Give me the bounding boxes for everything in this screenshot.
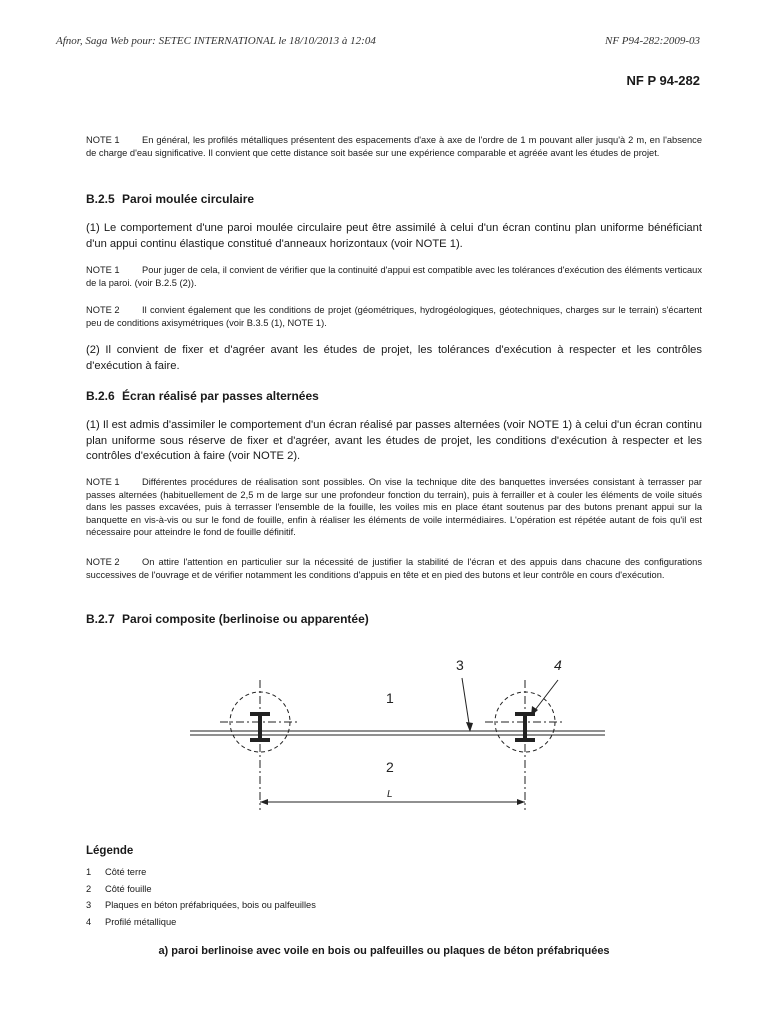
b26-note-1 bbox=[86, 476, 702, 539]
dimension-arrow-right bbox=[517, 799, 525, 805]
legend-title: Légende bbox=[86, 845, 134, 857]
b26-note-2 bbox=[86, 556, 702, 581]
section-number: B.2.5 bbox=[86, 192, 115, 206]
leader-line-3 bbox=[462, 678, 470, 730]
b25-note-1 bbox=[86, 264, 702, 289]
legend-item: 3 Plaques en béton préfabriquées, bois ou palfeuilles bbox=[86, 900, 316, 910]
figure-label-1: 1 bbox=[386, 690, 394, 706]
b25-paragraph-1: (1) Le comportement d'une paroi moulée circulaire peut être assimilé à celui d'un écran continu plan uniforme bénéficiant d'un appui continu élastique constitué d'anneaux horizontaux (voir NOTE 1). bbox=[86, 222, 702, 250]
figure-label-4: 4 bbox=[554, 657, 562, 673]
note-top bbox=[86, 134, 702, 159]
section-title: Écran réalisé par passes alternées bbox=[122, 389, 319, 403]
section-number: B.2.6 bbox=[86, 389, 115, 403]
section-number: B.2.7 bbox=[86, 612, 115, 626]
note-label: NOTE 1 bbox=[86, 477, 120, 487]
note-text: Différentes procédures de réalisation sont possibles. On vise la technique dite des banquettes inversées consistant à terrasser par passes alternées (habituellement de 2,5 m de large sur une profondeur fonction du terrain), puis à ferrailler et à couler les éléments de voile situés dans les passes excavées, puis à terrasser l'ensemble de la fouille, les voiles mis en place étant soutenus par des butons prenant appui sur la banquette en vis-à-vis ou sur le fond de fouille, enfin à réaliser les éléments de voile intermédiaires. L'opération est répétée autant de fois qu'il est nécessaire pour atteindre le fond de fouille définitif. bbox=[86, 477, 702, 538]
section-title: Paroi moulée circulaire bbox=[122, 192, 255, 206]
profile-web-right bbox=[523, 712, 527, 742]
figure-label-2: 2 bbox=[386, 759, 394, 775]
section-heading-b25 bbox=[86, 192, 702, 206]
note-text: En général, les profilés métalliques présentent des espacements d'axe à axe de l'ordre de 1 m pouvant aller jusqu'à 2 m, en l'absence de charge d'eau significative. Il convient que cette distance soit basée sur une expérience comparable et agréée avant les études de projet. bbox=[86, 135, 702, 158]
note-label: NOTE 1 bbox=[86, 135, 120, 145]
note-label: NOTE 2 bbox=[86, 557, 120, 567]
section-heading-b27 bbox=[86, 612, 702, 626]
header-right: NF P94-282:2009-03 bbox=[604, 35, 700, 47]
note-text: Il convient également que les conditions de projet (géométriques, hydrogéologiques, géotechniques, charges sur le terrain) s'écartent peu de conditions axisymétriques (voir B.3.5 (1), NOTE 1). bbox=[86, 305, 702, 328]
note-text: Pour juger de cela, il convient de vérifier que la continuité d'appui est compatible avec les tolérances d'exécution des éléments verticaux de la paroi. (voir B.2.5 (2)). bbox=[86, 265, 702, 288]
figure-dimension-label: L bbox=[387, 789, 393, 800]
figure-label-3: 3 bbox=[456, 657, 464, 673]
b25-note-2 bbox=[86, 304, 702, 329]
document-number: NF P 94-282 bbox=[626, 73, 700, 88]
profile-web-left bbox=[258, 712, 262, 742]
section-title: Paroi composite (berlinoise ou apparentée) bbox=[122, 612, 369, 626]
legend-item: 2 Côté fouille bbox=[86, 884, 152, 894]
legend-item: 4 Profilé métallique bbox=[86, 917, 177, 927]
figure-caption: a) paroi berlinoise avec voile en bois ou palfeuilles ou plaques de béton préfabriquées bbox=[158, 945, 610, 957]
legend-item: 1 Côté terre bbox=[86, 867, 147, 877]
dimension-arrow-left bbox=[260, 799, 268, 805]
berlinoise-diagram bbox=[180, 650, 610, 815]
note-label: NOTE 2 bbox=[86, 305, 120, 315]
note-label: NOTE 1 bbox=[86, 265, 120, 275]
section-heading-b26 bbox=[86, 389, 702, 403]
note-text: On attire l'attention en particulier sur la nécessité de justifier la stabilité de l'écran et des appuis dans chacune des configurations successives de l'ouvrage et de vérifier notamment les conditions d'appuis en tête et en pied des butons et leur contrôle en cours d'exécution. bbox=[86, 557, 702, 580]
b25-paragraph-2: (2) Il convient de fixer et d'agréer avant les études de projet, les tolérances d'exécution à respecter et les contrôles d'exécution à faire. bbox=[86, 344, 702, 372]
header-left: Afnor, Saga Web pour: SETEC INTERNATIONAL le 18/10/2013 à 12:04 bbox=[56, 35, 376, 47]
b26-paragraph-1: (1) Il est admis d'assimiler le comportement d'un écran réalisé par passes alternées (voir NOTE 1) à celui d'un écran continu plan uniforme sous réserve de fixer et d'agréer, avant les études de projet, les conditions d'exécution à respecter et les contrôles d'exécution à faire (voir NOTE 2). bbox=[86, 419, 702, 462]
